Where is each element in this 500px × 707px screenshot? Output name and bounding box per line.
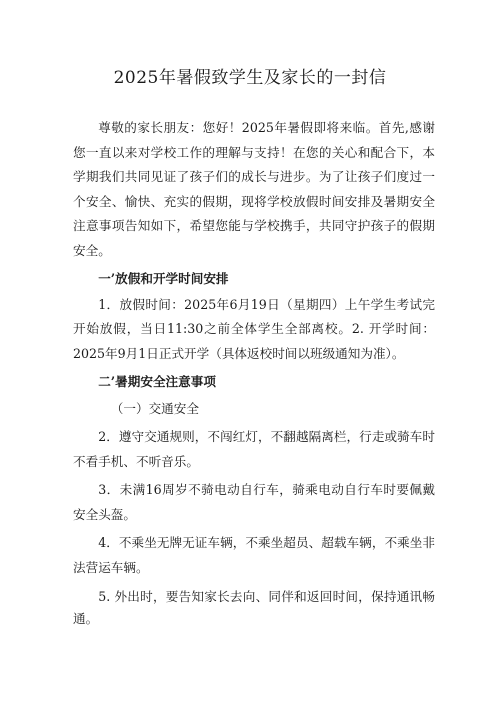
document-body [73, 116, 435, 630]
safety-item: 3．未满16周岁不骑电动自行车，骑乘电动自行车时要佩戴安全头盔。 [73, 482, 435, 522]
safety-item: 2．遵守交通规则，不闯红灯，不翻越隔离栏，行走或骑车时不看手机、不听音乐。 [73, 429, 435, 469]
subheading-traffic-safety: （一）交通安全 [110, 400, 199, 416]
safety-item: 4．不乘坐无牌无证车辆，不乘坐超员、超载车辆，不乘坐非法营运车辆。 [73, 535, 435, 575]
section-heading-schedule: 一’放假和开学时间安排 [98, 271, 229, 286]
schedule-paragraph: 1．放假时间：2025年6月19日（星期四）上午学生考试完开始放假，当日11:30之前全体学生全部离校。2. 开学时间：2025年9月1日正式开学（具体返校时间以班级通知为准）。 [73, 296, 435, 361]
safety-item: 5. 外出时，要告知家长去向、同伴和返回时间，保持通讯畅通。 [73, 589, 435, 626]
section-heading-safety: 二’暑期安全注意事项 [98, 374, 216, 389]
document-title: 2025年暑假致学生及家长的一封信 [113, 68, 387, 88]
intro-paragraph: 尊敬的家长朋友：您好！2025年暑假即将来临。首先,感谢您一直以来对学校工作的理解与支持！在您的关心和配合下，本学期我们共同见证了孩子们的成长与进步。为了让孩子们度过一个安全、愉快、充实的假期，现将学校放假时间安排及暑期安全注意事项告知如下，希望您能与学校携手，共同守护孩子的假期安全。 [73, 120, 435, 258]
